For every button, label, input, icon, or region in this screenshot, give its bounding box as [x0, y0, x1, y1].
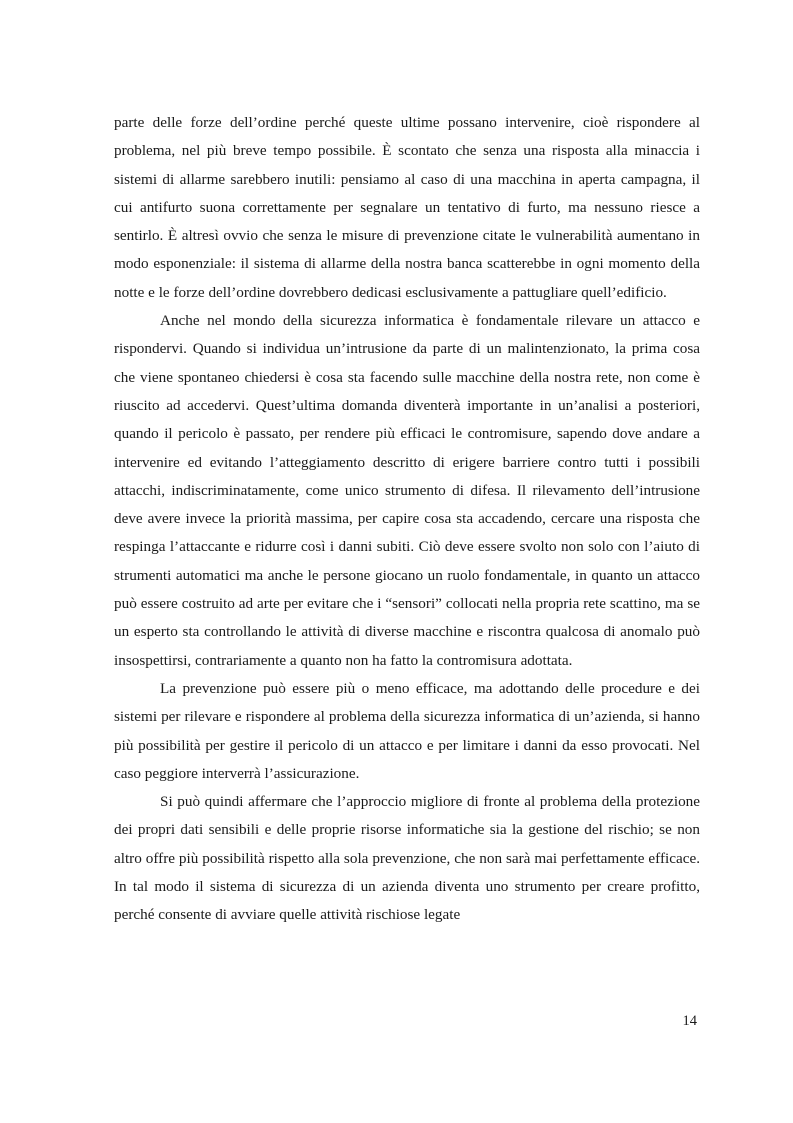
body-text: [114, 109, 700, 930]
paragraph-continuation: parte delle forze dell’ordine perché queste ultime possano intervenire, cioè rispondere al problema, nel più breve tempo possibile. È scontato che senza una risposta alla minaccia i sistemi di allarme sarebbero inutili: pensiamo al caso di una macchina in aperta campagna, il cui antifurto suona correttamente per segnalare un tentativo di furto, ma nessuno riesce a sentirlo. È altresì ovvio che senza le misure di prevenzione citate le vulnerabilità aumentano in modo esponenziale: il sistema di allarme della nostra banca scatterebbe in ogni momento della notte e le forze dell’ordine dovrebbero dedicasi esclusivamente a pattugliare quell’edificio.: [114, 114, 700, 301]
paragraph-intrusion-detection: Anche nel mondo della sicurezza informatica è fondamentale rilevare un attacco e rispondervi. Quando si individua un’intrusione da parte di un malintenzionato, la prima cosa che viene spontaneo chiedersi è cosa sta facendo sulle macchine della nostra rete, non come è riuscito ad accedervi. Quest’ultima domanda diventerà importante in un’analisi a posteriori, quando il pericolo è passato, per rendere più efficaci le contromisure, sapendo dove andare a intervenire ed evitando l’atteggiamento descritto di erigere barriere contro tutti i possibili attacchi, indiscriminatamente, come unico strumento di difesa. Il rilevamento dell’intrusione deve avere invece la priorità massima, per capire cosa sta accadendo, cercare una risposta che respinga l’attaccante e ridurre così i danni subiti. Ciò deve essere svolto non solo con l’aiuto di strumenti automatici ma anche le persone giocano un ruolo fondamentale, in quanto un attacco può essere costruito ad arte per evitare che i “sensori” collocati nella propria rete scattino, ma se un esperto sta controllando le attività di diverse macchine e riscontra qualcosa di anomalo può insospettirsi, contrariamente a quanto non ha fatto la contromisura adottata.: [114, 312, 700, 669]
paragraph-prevention: La prevenzione può essere più o meno efficace, ma adottando delle procedure e dei sistemi per rilevare e rispondere al problema della sicurezza informatica di un’azienda, si hanno più possibilità per gestire il pericolo di un attacco e per limitare i danni da esso provocati. Nel caso peggiore interverrà l’assicurazione.: [114, 679, 700, 782]
paragraph-risk-management: Si può quindi affermare che l’approccio migliore di fronte al problema della protezione dei propri dati sensibili e delle proprie risorse informatiche sia la gestione del rischio; se non altro offre più possibilità rispetto alla sola prevenzione, che non sarà mai perfettamente efficace. In tal modo il sistema di sicurezza di un azienda diventa uno strumento per creare profitto, perché consente di avviare quelle attività rischiose legate: [114, 793, 700, 924]
page-number: 14: [682, 1013, 697, 1029]
